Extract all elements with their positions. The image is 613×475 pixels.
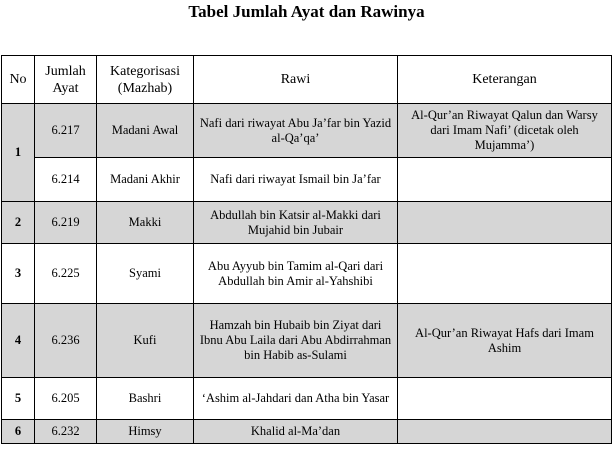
row-rawi: Nafi dari riwayat Ismail bin Ja’far (194, 158, 398, 202)
row-keterangan (398, 158, 612, 202)
table-row (2, 158, 612, 202)
row-jumlah: 6.217 (35, 104, 97, 158)
table-row (2, 244, 612, 304)
row-no: 2 (2, 202, 35, 244)
header-kategori-line2: (Mazhab) (117, 80, 173, 96)
row-kategori: Kufi (97, 304, 194, 378)
header-rawi: Rawi (194, 56, 398, 104)
row-rawi: Abu Ayyub bin Tamim al-Qari dari Abdullah bin Amir al-Yahshibi (194, 244, 398, 304)
row-kategori: Madani Awal (97, 104, 194, 158)
row-jumlah: 6.225 (35, 244, 97, 304)
row-jumlah: 6.232 (35, 420, 97, 444)
row-no: 3 (2, 244, 35, 304)
row-kategori: Makki (97, 202, 194, 244)
header-jumlah-line2: Ayat (52, 80, 79, 96)
page-title: Tabel Jumlah Ayat dan Rawinya (188, 2, 425, 21)
row-jumlah: 6.205 (35, 378, 97, 420)
row-jumlah: 6.236 (35, 304, 97, 378)
row-jumlah: 6.219 (35, 202, 97, 244)
row-keterangan (398, 378, 612, 420)
header-jumlah-ayat (35, 56, 97, 104)
header-kategorisasi (97, 56, 194, 104)
row-kategori: Himsy (97, 420, 194, 444)
table-row (2, 420, 612, 444)
header-no: No (2, 56, 35, 104)
table-row (2, 378, 612, 420)
row-kategori: Madani Akhir (97, 158, 194, 202)
table-row (2, 202, 612, 244)
row-keterangan: Al-Qur’an Riwayat Qalun dan Warsy dari Imam Nafi’ (dicetak oleh Mujamma’) (398, 104, 612, 158)
row-no: 6 (2, 420, 35, 444)
header-row (2, 56, 612, 104)
row-keterangan: Al-Qur’an Riwayat Hafs dari Imam Ashim (398, 304, 612, 378)
row-kategori: Syami (97, 244, 194, 304)
row-rawi: ‘Ashim al-Jahdari dan Atha bin Yasar (194, 378, 398, 420)
row-no: 1 (2, 104, 35, 202)
row-keterangan (398, 202, 612, 244)
row-jumlah: 6.214 (35, 158, 97, 202)
row-keterangan (398, 420, 612, 444)
row-rawi: Nafi dari riwayat Abu Ja’far bin Yazid al-Qa’qa’ (194, 104, 398, 158)
row-kategori: Bashri (97, 378, 194, 420)
table-row (2, 104, 612, 158)
row-rawi: Hamzah bin Hubaib bin Ziyat dari Ibnu Abu Laila dari Abu Abdirrahman bin Habib as-Sulami (194, 304, 398, 378)
ayat-table (1, 55, 612, 444)
table-row (2, 304, 612, 378)
row-keterangan (398, 244, 612, 304)
row-rawi: Abdullah bin Katsir al-Makki dari Mujahid bin Jubair (194, 202, 398, 244)
header-keterangan: Keterangan (398, 56, 612, 104)
header-jumlah-line1: Jumlah (45, 63, 86, 79)
row-rawi: Khalid al-Ma’dan (194, 420, 398, 444)
row-no: 5 (2, 378, 35, 420)
header-kategori-line1: Kategorisasi (110, 63, 180, 79)
row-no: 4 (2, 304, 35, 378)
